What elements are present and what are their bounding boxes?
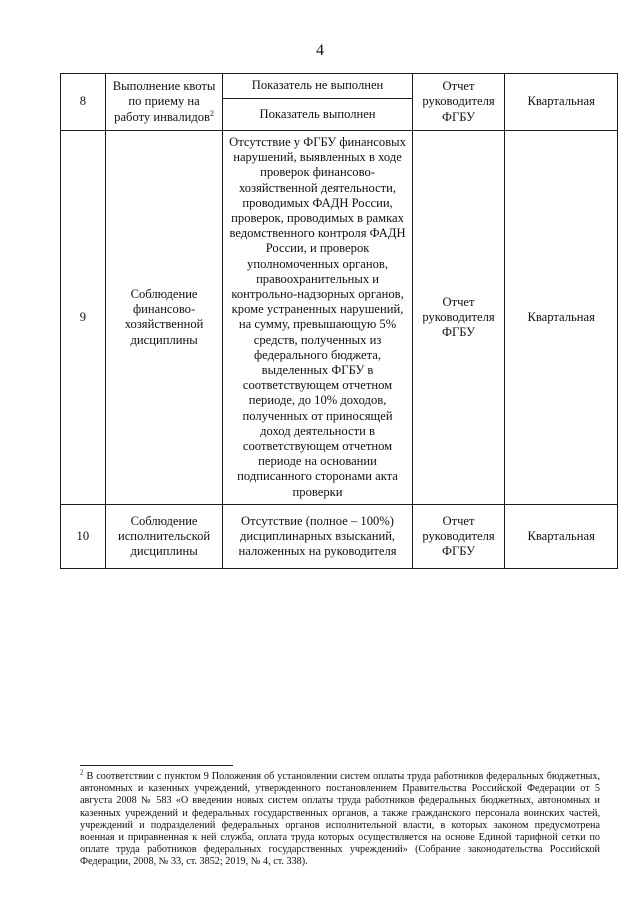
page-number: 4 [316, 42, 324, 59]
report-form: Отчет руководителя ФГБУ [412, 504, 505, 568]
indicator-name: Соблюдение финансово-хозяйственной дисциплины [105, 131, 223, 505]
row-number: 8 [61, 74, 106, 131]
table-row [61, 74, 618, 99]
reporting-period: Квартальная [505, 74, 618, 131]
indicator-met: Показатель выполнен [223, 99, 412, 131]
indicator-name-cell [105, 74, 223, 131]
indicator-name: Соблюдение исполнительской дисциплины [105, 504, 223, 568]
table-row [61, 131, 618, 505]
report-form: Отчет руководителя ФГБУ [412, 74, 505, 131]
report-form: Отчет руководителя ФГБУ [412, 131, 505, 505]
reporting-period: Квартальная [505, 504, 618, 568]
indicators-table [60, 73, 618, 569]
footnote-divider [80, 765, 233, 766]
indicator-not-met: Показатель не выполнен [223, 74, 412, 99]
footnote-text: В соответствии с пунктом 9 Положения об установлении систем оплаты труда работников федеральных бюджетных, автономных и казенных учреждений, утвержденного постановлением Правительства Российской Федерации от 5 августа 2008 № 583 «О введении новых систем оплаты труда работников федеральных бюджетных, автономных и казенных учреждений и федеральных государственных органов, а также гражданского персонала воинских частей, учреждений и подразделений федеральных органов исполнительной власти, в которых законом предусмотрена военная и приравненная к ней служба, оплата труда которых осуществляется на основе Единой тарифной сетки по оплате труда работников федеральных государственных учреждений» (Собрание законодательства Российской Федерации, 2008, № 33, ст. 3852; 2019, № 4, ст. 338). [80, 771, 601, 868]
row-number: 10 [61, 504, 106, 568]
row-number: 9 [61, 131, 106, 505]
footnote-ref: 2 [210, 108, 214, 118]
indicator-name: Выполнение квоты по приему на работу инвалидов [112, 79, 216, 124]
reporting-period: Квартальная [505, 131, 618, 505]
footnote [80, 768, 601, 869]
indicator-criterion: Отсутствие (полное – 100%) дисциплинарных взысканий, наложенных на руководителя [223, 504, 412, 568]
footnote-marker: 2 [80, 768, 84, 777]
indicator-criterion: Отсутствие у ФГБУ финансовых нарушений, выявленных в ходе проверок финансово-хозяйственной деятельности, проводимых ФАДН России, проверок, проводимых в рамках ведомственного контроля ФАДН России, и проверок уполномоченных органов, правоохранительных и контрольно-надзорных органов, кроме устраненных нарушений, на сумму, превышающую 5% средств, полученных из федерального бюджета, выделенных ФГБУ в соответствующем отчетном периоде, до 10% доходов, полученных от приносящей доход деятельности в соответствующем отчетном периоде на основании подписанного сторонами акта проверки [223, 131, 412, 505]
table-row [61, 504, 618, 568]
